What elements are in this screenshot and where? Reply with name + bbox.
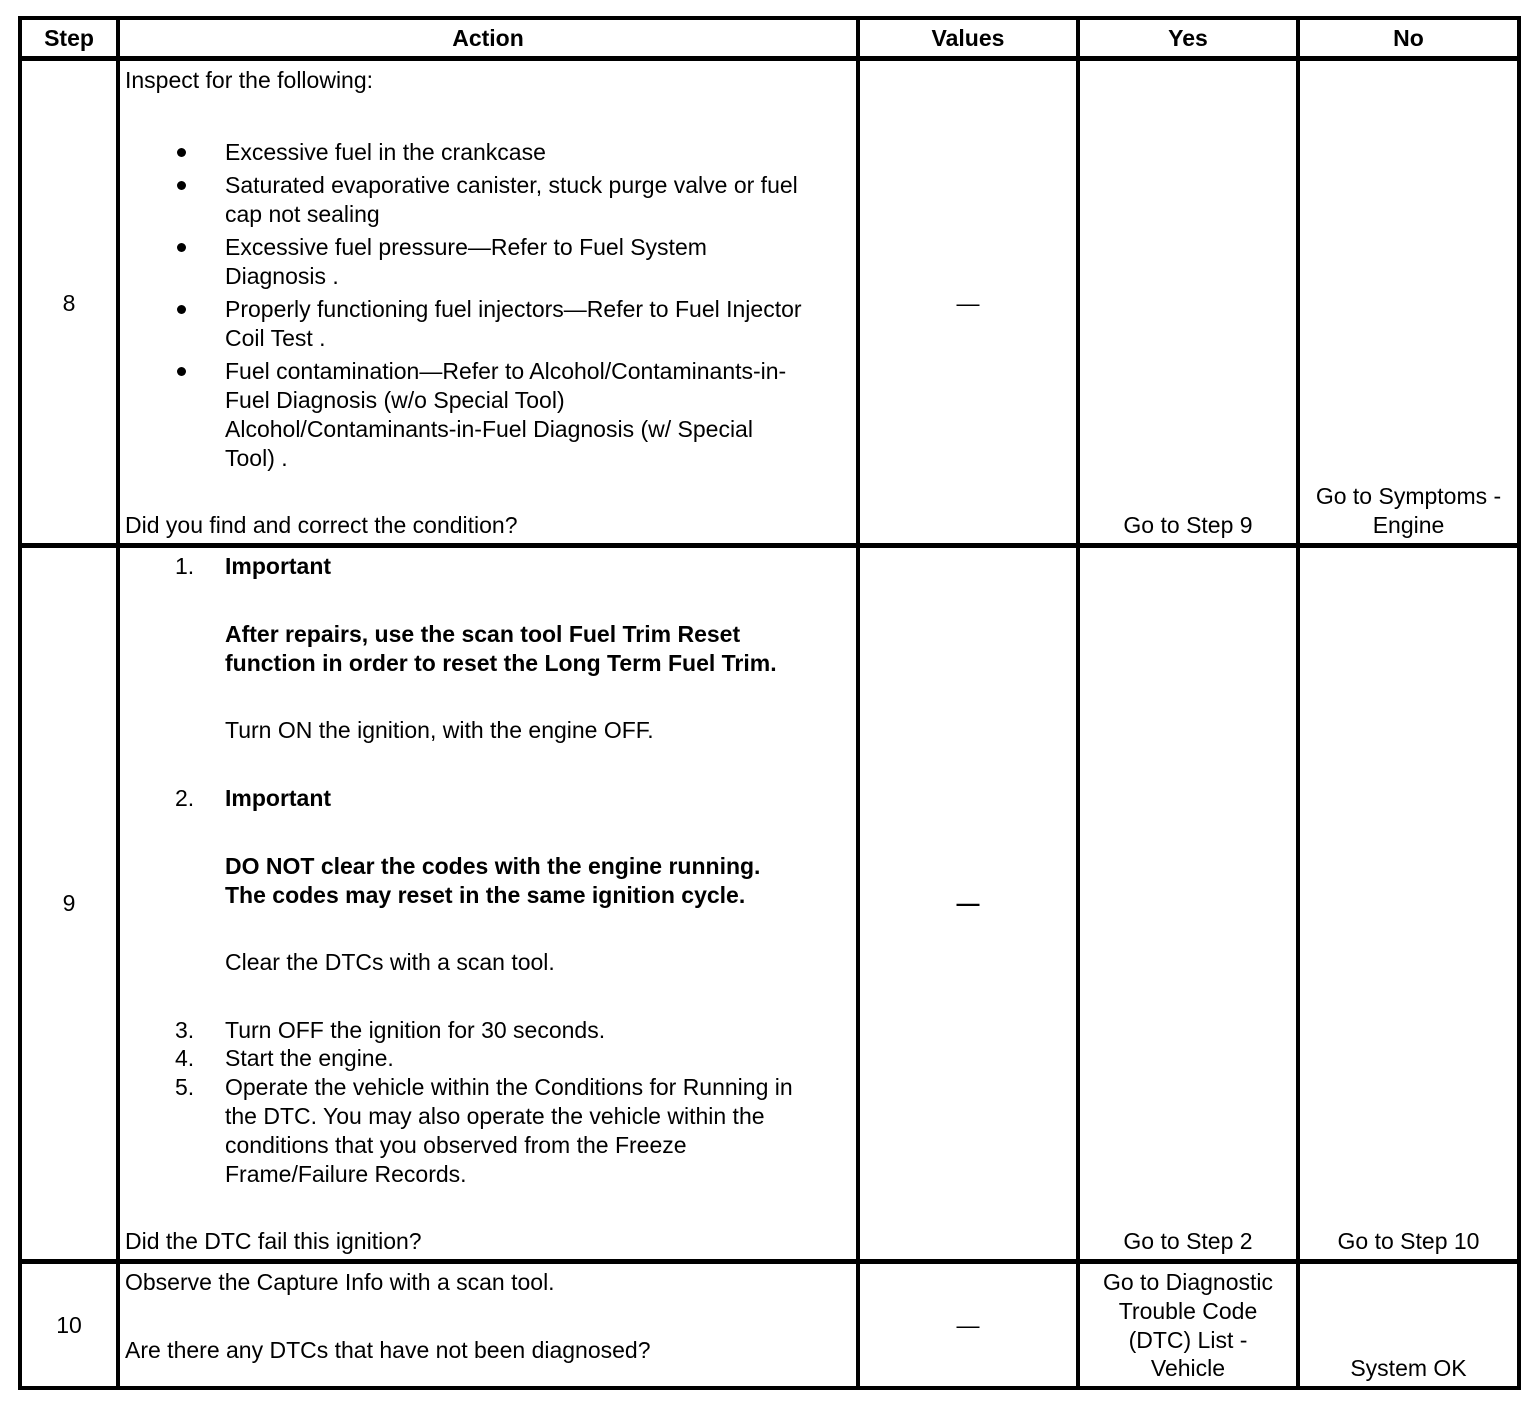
- row-divider: [18, 543, 1521, 548]
- list-number: 3.: [175, 1017, 195, 1043]
- step-text: Clear the DTCs with a scan tool.: [225, 949, 555, 975]
- bullet-text: Fuel contamination—Refer to Alcohol/Contaminants-in-: [225, 358, 787, 384]
- step-text: Start the engine.: [225, 1045, 394, 1071]
- values-cell: —: [956, 290, 980, 316]
- row-divider: [18, 1259, 1521, 1264]
- action-question: Are there any DTCs that have not been diagnosed?: [125, 1337, 651, 1363]
- bullet-text: Coil Test .: [225, 325, 326, 351]
- no-cell: Go to Symptoms -: [1315, 483, 1502, 509]
- header-yes: Yes: [1168, 25, 1208, 51]
- bullet-icon: [177, 148, 186, 157]
- bullet-text: Diagnosis .: [225, 263, 339, 289]
- column-divider: [1296, 16, 1300, 1390]
- important-label: Important: [225, 785, 332, 811]
- table-border: [18, 16, 22, 1390]
- action-question: Did you find and correct the condition?: [125, 512, 518, 538]
- bullet-icon: [177, 305, 186, 314]
- step-text: Frame/Failure Records.: [225, 1161, 467, 1187]
- values-cell: —: [956, 890, 980, 916]
- list-number: 4.: [175, 1045, 195, 1071]
- step-text: conditions that you observed from the Freeze: [225, 1132, 687, 1158]
- action-intro: Inspect for the following:: [125, 67, 374, 93]
- step-text: Turn OFF the ignition for 30 seconds.: [225, 1017, 606, 1043]
- yes-cell: Go to Diagnostic: [1102, 1269, 1274, 1295]
- bullet-text: Alcohol/Contaminants-in-Fuel Diagnosis (w/ Special: [225, 416, 753, 442]
- column-divider: [1076, 16, 1080, 1390]
- header-step: Step: [44, 25, 94, 51]
- step-number: 9: [62, 890, 76, 916]
- bullet-text: Tool) .: [225, 445, 288, 471]
- bullet-icon: [177, 243, 186, 252]
- bullet-icon: [177, 367, 186, 376]
- action-intro: Observe the Capture Info with a scan tool.: [125, 1269, 555, 1295]
- table-border: [1517, 16, 1521, 1390]
- column-divider: [116, 16, 120, 1390]
- step-text: Turn ON the ignition, with the engine OFF.: [225, 717, 654, 743]
- bullet-text: cap not sealing: [225, 201, 380, 227]
- list-number: 5.: [175, 1074, 195, 1100]
- step-text: Operate the vehicle within the Conditions for Running in: [225, 1074, 793, 1100]
- header-no: No: [1393, 25, 1424, 51]
- list-number: 2.: [175, 785, 195, 811]
- yes-cell: Go to Step 9: [1123, 512, 1253, 538]
- step-number: 8: [62, 290, 76, 316]
- column-divider: [856, 16, 860, 1390]
- bullet-text: Properly functioning fuel injectors—Refer to Fuel Injector: [225, 296, 802, 322]
- no-cell: System OK: [1350, 1355, 1467, 1381]
- step-number: 10: [56, 1312, 82, 1338]
- important-note: The codes may reset in the same ignition cycle.: [225, 882, 746, 908]
- bullet-icon: [177, 181, 186, 190]
- yes-cell: Go to Step 2: [1123, 1228, 1253, 1254]
- header-action: Action: [452, 25, 524, 51]
- no-cell: Engine: [1372, 512, 1445, 538]
- bullet-text: Excessive fuel in the crankcase: [225, 139, 546, 165]
- important-label: Important: [225, 553, 332, 579]
- row-divider: [18, 56, 1521, 61]
- bullet-text: Saturated evaporative canister, stuck purge valve or fuel: [225, 172, 798, 198]
- header-values: Values: [931, 25, 1005, 51]
- important-note: After repairs, use the scan tool Fuel Trim Reset: [225, 621, 741, 647]
- values-cell: —: [956, 1312, 980, 1338]
- bullet-text: Fuel Diagnosis (w/o Special Tool): [225, 387, 565, 413]
- no-cell: Go to Step 10: [1337, 1228, 1480, 1254]
- step-text: the DTC. You may also operate the vehicle within the: [225, 1103, 765, 1129]
- list-number: 1.: [175, 553, 195, 579]
- bullet-text: Excessive fuel pressure—Refer to Fuel System: [225, 234, 707, 260]
- yes-cell: (DTC) List -: [1128, 1327, 1248, 1353]
- important-note: function in order to reset the Long Term Fuel Trim.: [225, 650, 777, 676]
- yes-cell: Vehicle: [1150, 1355, 1226, 1381]
- action-question: Did the DTC fail this ignition?: [125, 1228, 422, 1254]
- yes-cell: Trouble Code: [1118, 1298, 1258, 1324]
- important-note: DO NOT clear the codes with the engine running.: [225, 853, 761, 879]
